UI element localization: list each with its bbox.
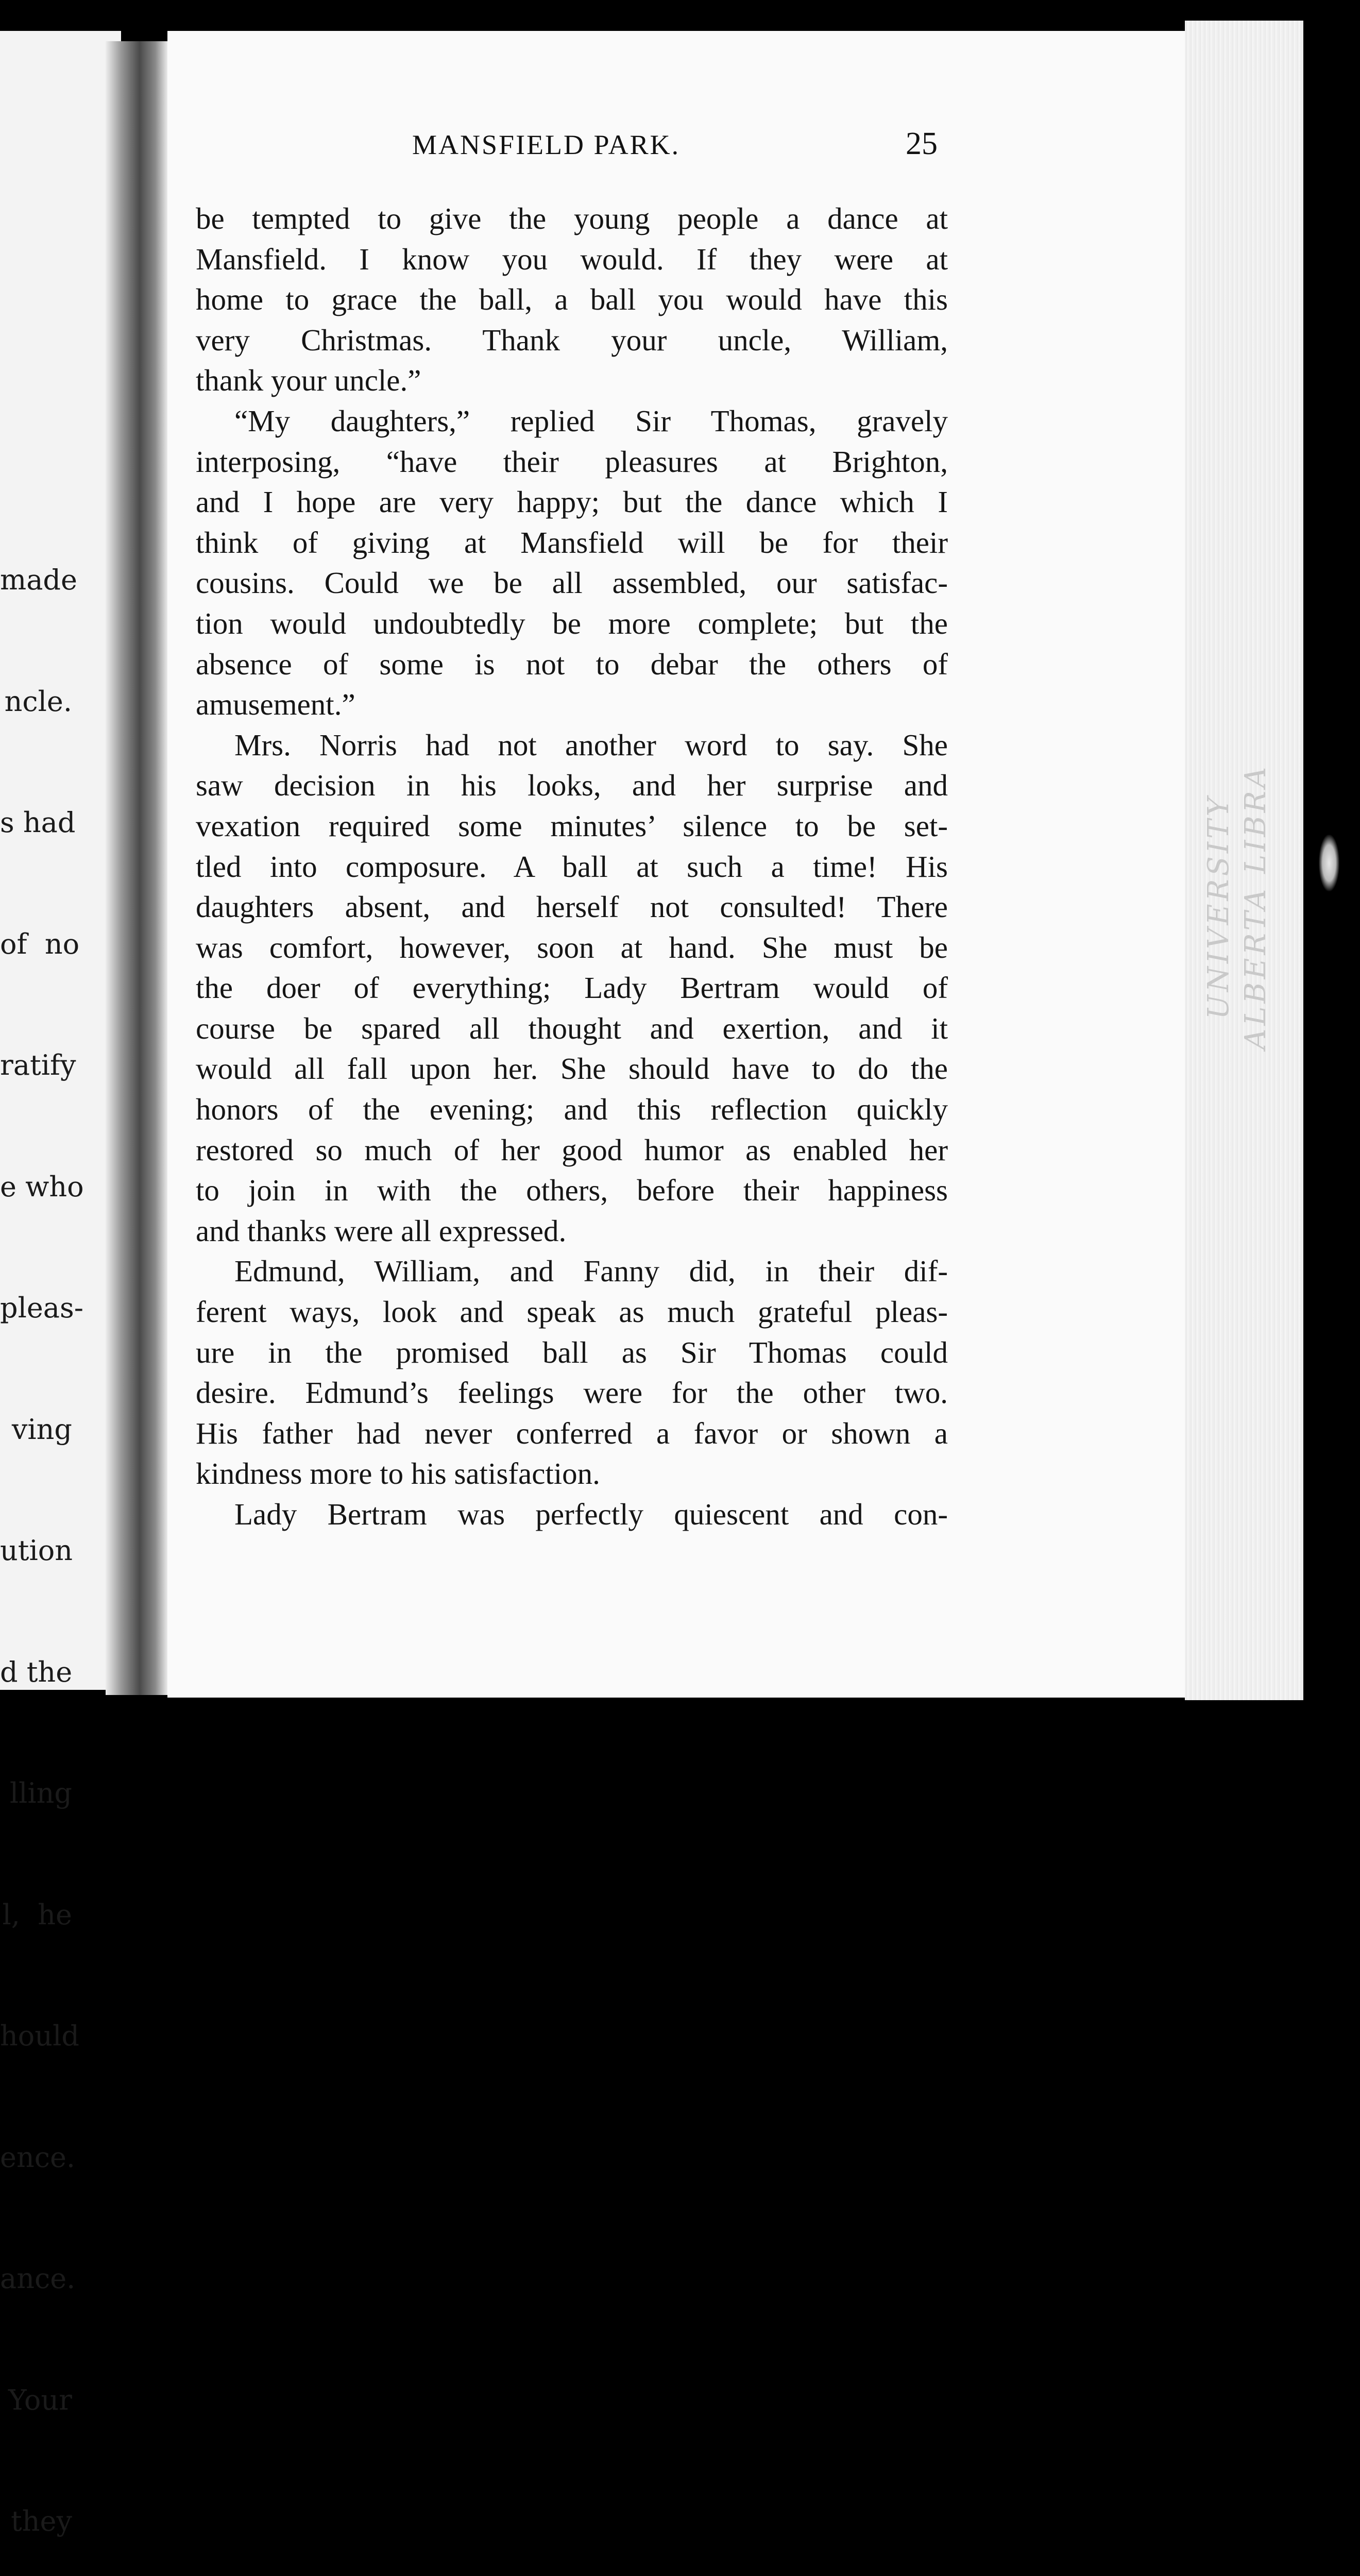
body-text (196, 198, 948, 1535)
text-line: Edmund, William, and Fanny did, in their dif- (234, 1254, 948, 1289)
text-line: His father had never conferred a favor or shown a (196, 1416, 948, 1450)
text-line: saw decision in his looks, and her surprise and (196, 768, 948, 803)
text-line: would all fall upon her. She should have to do the (196, 1052, 948, 1086)
text-line: vexation required some minutes’ silence to be set- (196, 808, 948, 843)
text-line: the doer of everything; Lady Bertram would of (196, 971, 948, 1005)
library-stamp-line-1: UNIVERSITY (1202, 794, 1235, 1020)
left-page-line: ratify (0, 1049, 76, 1081)
text-line: course be spared all thought and exertion, and it (196, 1011, 948, 1045)
text-line: tled into composure. A ball at such a time! His (196, 849, 948, 884)
page-header (412, 126, 938, 170)
left-page-line: of no (0, 927, 80, 960)
left-page-line: hould (0, 2020, 79, 2052)
left-page-line: pleas- (0, 1292, 83, 1324)
library-stamp-text (1200, 711, 1283, 1103)
text-line: to join in with the others, before their happiness (196, 1173, 948, 1208)
left-page-line: Your (8, 2383, 72, 2416)
scan-smudge (1319, 835, 1339, 891)
text-line: ferent ways, look and speak as much grateful pleas- (196, 1295, 948, 1329)
text-line: Mansfield. I know you would. If they were at (196, 242, 948, 276)
left-page-line: l, he (2, 1898, 72, 1931)
left-page-line: lling (9, 1777, 72, 1809)
left-page-line: ving (11, 1413, 72, 1446)
text-line: desire. Edmund’s feelings were for the other two. (196, 1376, 948, 1410)
text-line: daughters absent, and herself not consulted! There (196, 890, 948, 924)
text-line: cousins. Could we be all assembled, our satisfac- (196, 566, 948, 600)
left-facing-page (0, 31, 121, 2537)
left-page-line: d the (0, 1655, 73, 1688)
text-line: was comfort, however, soon at hand. She must be (196, 930, 948, 964)
text-line: tion would undoubtedly be more complete; but the (196, 606, 948, 640)
left-page-line: made (0, 564, 77, 596)
text-line: be tempted to give the young people a dance at (196, 201, 948, 235)
text-line: and I hope are very happy; but the dance which I (196, 485, 948, 519)
text-line: Mrs. Norris had not another word to say. She (234, 727, 948, 762)
left-page-line: ance. (0, 2262, 76, 2295)
left-page-line: ncle. (4, 685, 72, 718)
library-stamp-line-2: ALBERTA LIBRA (1239, 764, 1272, 1050)
text-line: restored so much of her good humor as enabled her (196, 1132, 948, 1167)
left-page-line: they (11, 2505, 72, 2537)
text-line: Lady Bertram was perfectly quiescent and con- (234, 1497, 948, 1531)
text-line: ure in the promised ball as Sir Thomas could (196, 1335, 948, 1369)
text-line: interposing, “have their pleasures at Brighton, (196, 444, 948, 479)
book-gutter (106, 41, 167, 1695)
text-line: kindness more to his satisfaction. (196, 1456, 600, 1491)
text-line: thank your uncle.” (196, 363, 421, 398)
left-page-line: s had (0, 806, 76, 839)
left-page-line: ution (0, 1534, 73, 1567)
page-number: 25 (906, 126, 938, 161)
running-title: MANSFIELD PARK. (412, 129, 681, 160)
left-page-text (0, 479, 121, 2576)
text-line: think of giving at Mansfield will be for their (196, 525, 948, 560)
left-page-line: e who (0, 1170, 84, 1203)
text-line: absence of some is not to debar the others of (196, 647, 948, 681)
left-page-line: ence. (0, 2141, 76, 2174)
text-line: very Christmas. Thank your uncle, William, (196, 323, 948, 357)
library-stamp (1200, 711, 1283, 1103)
text-line: home to grace the ball, a ball you would have this (196, 282, 948, 317)
text-line: and thanks were all expressed. (196, 1213, 567, 1248)
text-line: “My daughters,” replied Sir Thomas, gravely (234, 403, 948, 438)
text-line: honors of the evening; and this reflection quickly (196, 1092, 948, 1127)
text-line: amusement.” (196, 687, 355, 722)
